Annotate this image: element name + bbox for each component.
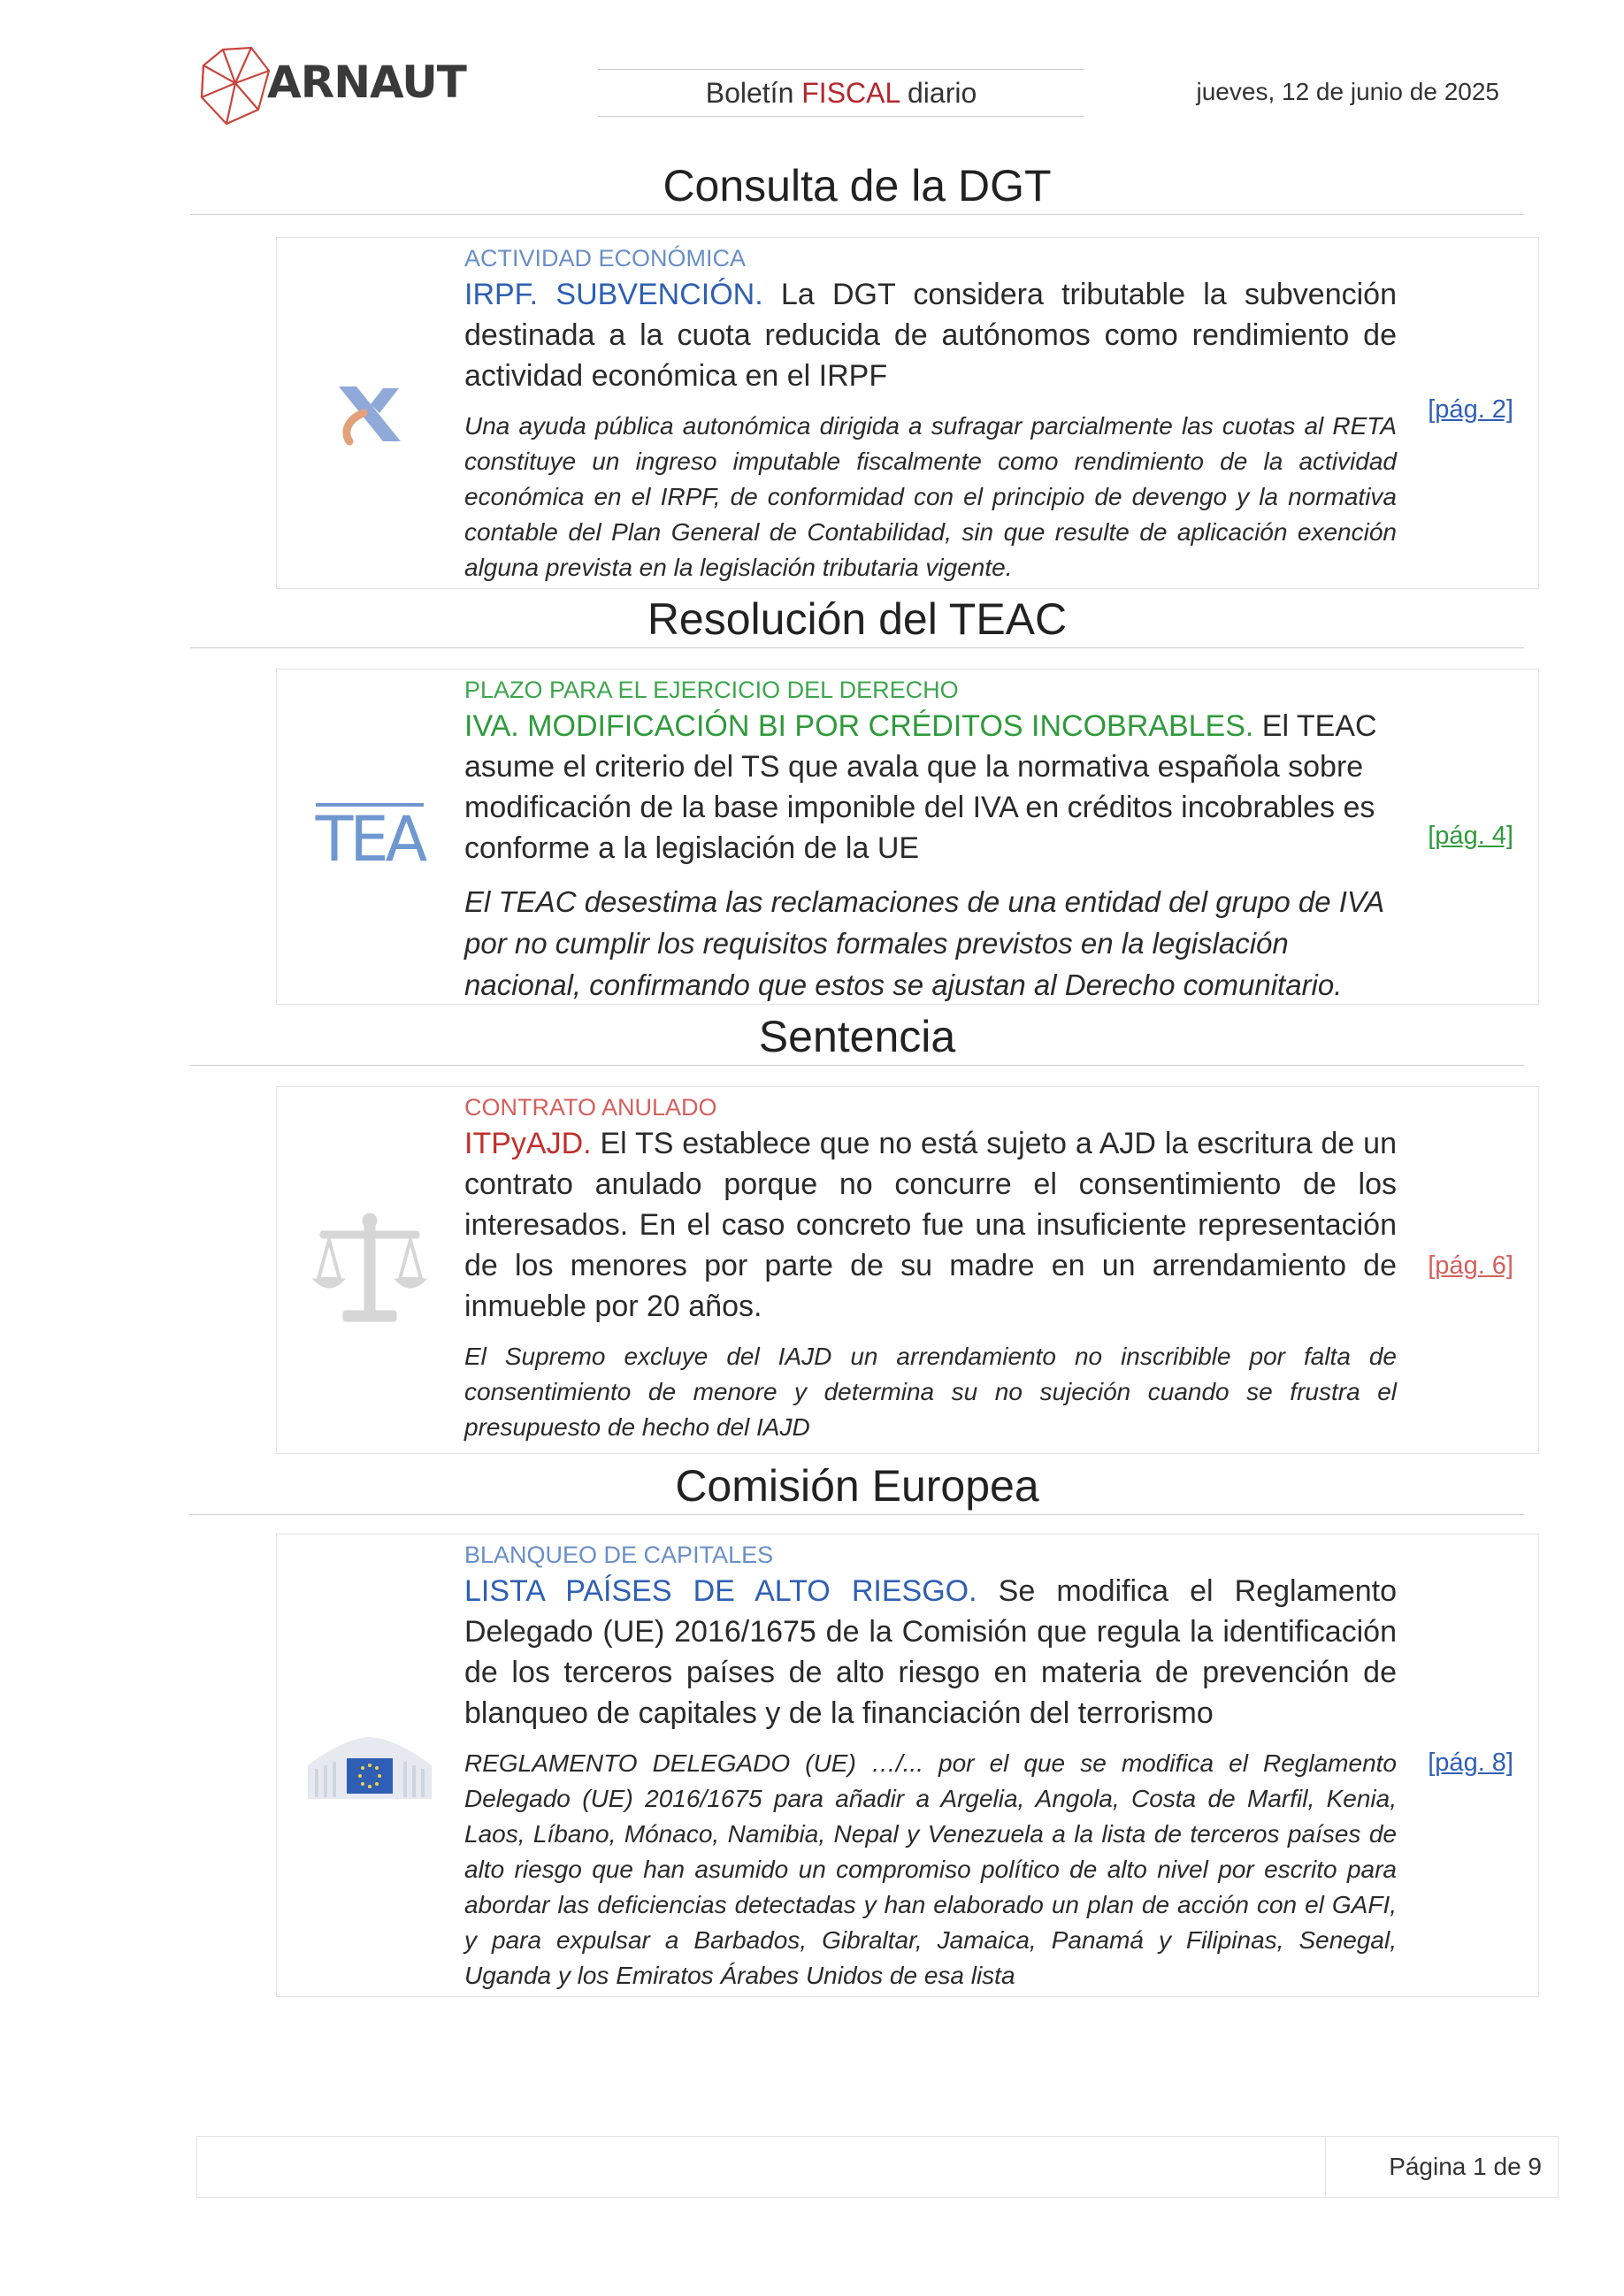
brand-name: ARNAUT	[267, 57, 466, 108]
card-body	[464, 245, 1397, 585]
european-commission-building-icon	[308, 1730, 432, 1801]
card-body	[464, 677, 1397, 1006]
issue-date: jueves, 12 de junio de 2025	[1196, 78, 1499, 105]
card-description: El Supremo excluye del IAJD un arrendamiento no inscribible por falta de consentimiento de menore y determina su no sujeción cuando se frustra el presupuesto de hecho del IAJD	[464, 1343, 1397, 1441]
card-thumbnail	[277, 1534, 463, 1996]
news-card-dgt	[276, 237, 1539, 589]
card-description: Una ayuda pública autonómica dirigida a sufragar parcialmente las cuotas al RETA constituye un ingreso imputable fiscalmente como rendimiento de la actividad económica en el IRPF, de conformidad con el principio de devengo y la normativa contable del Plan General de Contabilidad, sin que resulte de aplicación exención alguna prevista en la legislación tributaria vigente.	[464, 412, 1397, 581]
arnaut-polygon-icon	[196, 44, 276, 128]
section-title-sentencia: Sentencia	[190, 1008, 1524, 1066]
page-number: Página 1 de 9	[1389, 2153, 1542, 2180]
page-footer	[196, 2136, 1559, 2198]
section-title-teac: Resolución del TEAC	[190, 591, 1524, 648]
page-link-comision[interactable]: [pág. 8]	[1428, 1749, 1513, 1777]
card-category: PLAZO PARA EL EJERCICIO DEL DERECHO	[464, 677, 959, 703]
news-card-comision	[276, 1534, 1539, 1997]
card-thumbnail	[277, 670, 463, 1004]
card-category: BLANQUEO DE CAPITALES	[464, 1542, 774, 1568]
card-headline-text: El TS establece que no está sujeto a AJD la escritura de un contrato anulado porque no concurre el consentimiento de los interesados. En el caso concreto fue una insuficiente representación de los menores por parte de su madre en un arrendamiento de inmueble por 20 años.	[464, 1127, 1397, 1323]
page-link-teac[interactable]: [pág. 4]	[1428, 822, 1513, 850]
page-link-dgt[interactable]: [pág. 2]	[1428, 395, 1513, 424]
card-category: ACTIVIDAD ECONÓMICA	[464, 245, 747, 272]
card-body	[464, 1542, 1397, 1994]
card-description: El TEAC desestima las reclamaciones de una entidad del grupo de IVA por no cumplir los requisitos formales previstos en la legislación nacional, confirmando que estos se ajustan al Derecho comunitario.	[464, 885, 1383, 1001]
arnaut-logo	[196, 44, 466, 128]
card-keyword: ITPyAJD.	[464, 1127, 592, 1160]
teac-logo: TEA	[315, 803, 425, 876]
scales-of-justice-icon	[308, 1208, 432, 1332]
section-title-comision: Comisión Europea	[190, 1458, 1524, 1515]
card-body	[464, 1094, 1397, 1445]
section-title-dgt: Consulta de la DGT	[190, 157, 1524, 215]
card-headline	[464, 274, 1397, 396]
footer-divider	[1325, 2137, 1326, 2197]
card-headline	[464, 706, 1397, 869]
card-thumbnail	[277, 1087, 463, 1453]
news-card-sentencia	[276, 1086, 1539, 1454]
card-headline	[464, 1123, 1397, 1327]
card-headline-text: El TEAC asume el criterio del TS que avala que la normativa española sobre modificación de la base imponible del IVA en créditos incobrables es conforme a la legislación de la UE	[464, 709, 1377, 865]
card-category: CONTRATO ANULADO	[464, 1094, 717, 1121]
card-thumbnail	[277, 238, 463, 588]
bulletin-title	[598, 69, 1084, 117]
card-description: REGLAMENTO DELEGADO (UE) …/... por el que se modifica el Reglamento Delegado (UE) 2016/1675 para añadir a Argelia, Angola, Costa de Marfil, Kenia, Laos, Líbano, Mónaco, Namibia, Nepal y Venezuela a la lista de terceros países de alto riesgo que han asumido un compromiso político de alto nivel por escrito para abordar las deficiencias detectadas y han elaborado un plan de acción con el GAFI, y para expulsar a Barbados, Gibraltar, Jamaica, Panamá y Filipinas, Senegal, Uganda y los Emiratos Árabes Unidos de esa lista	[464, 1749, 1397, 1989]
card-headline-text: La DGT considera tributable la subvención destinada a la cuota reducida de autónomos como rendimiento de actividad económica en el IRPF	[464, 278, 1397, 393]
card-keyword: LISTA PAÍSES DE ALTO RIESGO.	[464, 1574, 977, 1608]
news-card-teac	[276, 669, 1539, 1005]
bulletin-prefix: Boletín	[705, 77, 802, 109]
card-keyword: IRPF. SUBVENCIÓN.	[464, 278, 763, 311]
card-headline-text: Se modifica el Reglamento Delegado (UE) 2016/1675 de la Comisión que regula la identificación de los terceros países de alto riesgo en materia de prevención de blanqueo de capitales y de la financiación del terrorismo	[464, 1574, 1397, 1730]
card-headline	[464, 1571, 1397, 1733]
bulletin-highlight: FISCAL	[801, 77, 900, 109]
page-link-sentencia[interactable]: [pág. 6]	[1428, 1251, 1513, 1280]
bulletin-suffix: diario	[900, 77, 977, 109]
tax-agency-logo-icon	[330, 378, 410, 448]
card-keyword: IVA. MODIFICACIÓN BI POR CRÉDITOS INCOBRABLES.	[464, 709, 1254, 743]
